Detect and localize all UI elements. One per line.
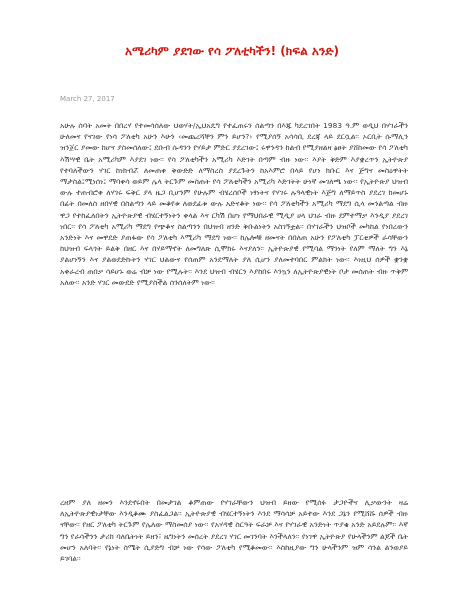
post-date: March 27, 2017 bbox=[60, 95, 115, 103]
article-title: አሜሪካም ያደገው የሳ ፖለቲካችን! (ክፍል አንድ) bbox=[124, 44, 340, 58]
article-paragraph-2: ረዘም ያለ ዘመን እንደኖሩበት በመታገል ቆምጠው የሃገራቸውን ህዝብ ይዘው የሚሰፉ ታጋዮችና ሊቃውንት ዛሬ ለኢትዮጵያዊነታቸው እንዲቆሙ ያስፈልጋል፡፡ ኢትዮጵያዊ ብሄርተኝነትን እንደ ማሳሳቻ አይተው እንደ ጋኔን የሚሸሹ ሰዎች ብዙ ናቸው፡፡ የዘር ፖለቲካ ትርጉም የሌለው ማስመሰያ ነው፡፡ የአሃዳዊ ስርዓት ፍራቻ እና የሃገራዊ አንድነት ጥያቄ አንድ አይደሉም፡፡ እኛ ግን የራሳችንን ታሪክ ባለቤትነት ይዘን፣ ዜግነትን መሰረት ያደረገ ሃገር መገንባት እንችላለን፡፡ የነገዋ ኢትዮጵያ የሁላችንም ልጆች ቤት መሆን አለባት፡፡ የኔነት ስሜት ሲያድግ ብቻ ነው የሳው ፖለቲካ የሚቆመው፡፡ እስከዚያው ግን ሁላችንም ዝም ሳንል ልንወያይ ይገባል፡፡ bbox=[60, 498, 408, 564]
article-paragraph-1: አሁሉ ሰባት አመት በበረሃ የተመሳሰለው ህወሃት/ኢህአዴግ የተፈጠሩን ሰልጣን በእጁ ካደረገበት 1983 ዓ.ም ወዲህ በሃገራችን ሁለመና የናገው የነሳ ፖለቲካ አሁን እሁን ‹መጨረሻቸን ምን ይሆን?› የሚያሰኝ አሳሳቢ ደረጃ ላይ ደርሷል፡፡ ኦርቢት ሱማሊን ዝንጀር ያመው ከሆና ያስመሰለው፤ ደቡብ ሱዳንን የሃይታ ምድር ያደረገው፤ ሩዋንዳን ከልብ የሚያዘልዛ ፅፀት ያሸከመው የሳ ፖለቲካ እሽሣዊ ቤት አሚሪካም እያደገ ነው፡፡ የሳ ፖለቲካችን አሚሪካ እድገት በጣም ብዙ ነው፡፡ እያት ቅድም እያቋረጥን ኢትዮጵያ የተባለችውን ሃገር ከነክብሯ ለመጠቀ ቅውድድ ለማስረስ ያደረጉትን ከአእምሮ በላይ የሆነ ክቡር እና ጅግና መስዕዋትት ማታስል፤ሚነሰነ፤ ማባቀሳ ወይም ሌላ ትርጉም መስጠት የሳ ፖለቲካችን አሚሪካ እድገትት ሁነኛ መገለጫ ነው፡፡ የኢትዮጵያ ህዝብ ውሉ ተጠብሮቀ ለሃገሩ ፍቅር ያላ ዜጋ ቢሆንም የሁሉም ብሄረሰቦች ነፃነትና የሃገሩ ሉዓላዊነት እጅግ ለማይጥስ ያደረገ ከመሆኑ በፊት በመለስ ዘበሃዊ በስልጣን ላይ መቆየቱ ለወደፊቱ ውሉ አድናቆት ነው፡፡ የሳ ፖለቲካችን አሚሪካ ማደግ ሲላ መንልጣል ብዙ ዋጋ የተከፈለበትን ኢትዮጵያዊ ብሄርተኝነትን ቀላል እና ርካሽ በሆነ የማህበራዊ ሚዲያ ሀላ ህገራ ብዙ ደምተማቃ እንዲያ ያደረገ ነበር፡፡ የሳ ፖለቲካ አሚሪካ ማደግ የጭቆና ስልጣንን በህዝብ ዘንድ ቅቡልነትን አስገኝቷል፡፡ በሃገራችን ህዝቦች መካከል የነበረውን አንድነት እና መዋደድ ያጠፋው የሳ ፖለቲካ እሚሪካ ማደግ ነው፡፡ ከሌሎቹ ዘመናት በበለጠ አሁን የፖለቲካ ፓርቲዎች ራሳቸውን ከህዝብ ፍላጎት ይልቅ በዘር እና በሃይማኖት ለመግለጽ ሲሞክሩ እናያለን፡፡ ኢትዮጵያዊ የሚባል ማንነት የለም ማለት ግን እኔ ያልሆነኝን እና ያልወደድኩትን ሃገር ህልውና የሰጠም አንደማለት ያለ ሲሆን ያለመተባበር ምልክት ነው፡፡ እነዚህ ሰዎች ቋንቋ አቀራረብ ጠበቃ ሳይሆኑ ወሬ ብቻ ነው የሚሉት፡፡ እንደ ህዝብ ብሄርን እያከበሩ እንኳን ለኢትዮጵያዊነት ቦታ መሰጠት ብዙ ጥቅም አለው፡፡ አንድ ሃገር መውደድ የሚያስችል ሰንሰለትም ነው፡፡ bbox=[60, 121, 408, 287]
